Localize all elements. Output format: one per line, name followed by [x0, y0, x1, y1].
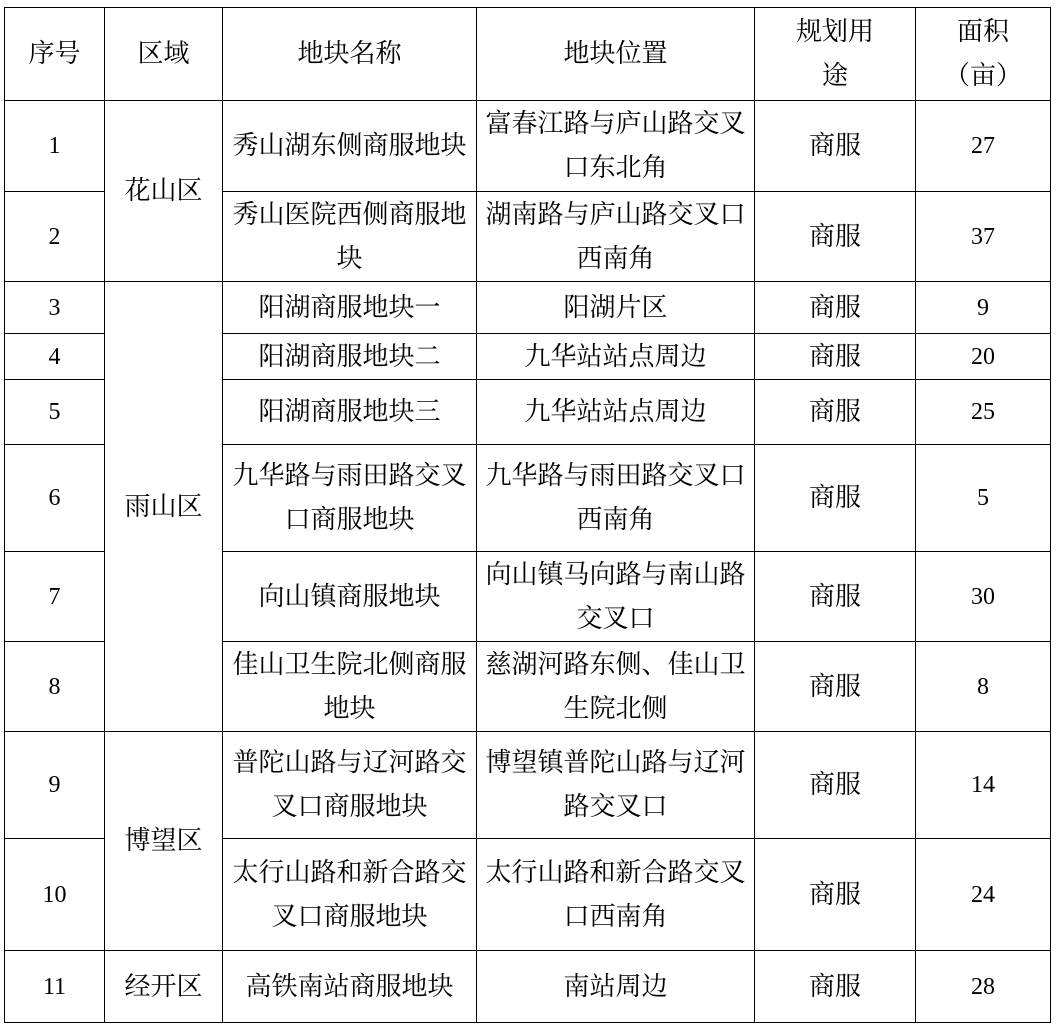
district-cell: 雨山区	[105, 282, 223, 732]
area-cell: 5	[916, 445, 1051, 552]
location-cell: 太行山路和新合路交叉口西南角	[477, 839, 755, 951]
usage-cell: 商服	[755, 445, 916, 552]
land-plot-table	[4, 7, 1051, 1023]
location-cell: 南站周边	[477, 951, 755, 1023]
usage-cell: 商服	[755, 282, 916, 334]
row-index: 8	[5, 642, 105, 732]
usage-cell: 商服	[755, 334, 916, 380]
header-usage: 规划用途	[755, 8, 916, 101]
location-cell: 慈湖河路东侧、佳山卫生院北侧	[477, 642, 755, 732]
header-area: 面积（亩）	[916, 8, 1051, 101]
header-row	[5, 8, 1051, 101]
row-index: 1	[5, 101, 105, 192]
area-cell: 25	[916, 380, 1051, 445]
area-cell: 8	[916, 642, 1051, 732]
location-cell: 九华站站点周边	[477, 380, 755, 445]
usage-cell: 商服	[755, 642, 916, 732]
location-cell: 湖南路与庐山路交叉口西南角	[477, 192, 755, 282]
area-cell: 28	[916, 951, 1051, 1023]
table-row	[5, 101, 1051, 192]
location-cell: 九华站站点周边	[477, 334, 755, 380]
row-index: 9	[5, 732, 105, 839]
table-row	[5, 732, 1051, 839]
plot-name-cell: 佳山卫生院北侧商服地块	[223, 642, 477, 732]
area-cell: 14	[916, 732, 1051, 839]
table-row	[5, 951, 1051, 1023]
row-index: 7	[5, 552, 105, 642]
area-cell: 9	[916, 282, 1051, 334]
plot-name-cell: 普陀山路与辽河路交叉口商服地块	[223, 732, 477, 839]
location-cell: 博望镇普陀山路与辽河路交叉口	[477, 732, 755, 839]
usage-cell: 商服	[755, 380, 916, 445]
row-index: 10	[5, 839, 105, 951]
usage-cell: 商服	[755, 732, 916, 839]
plot-name-cell: 高铁南站商服地块	[223, 951, 477, 1023]
table-row	[5, 282, 1051, 334]
plot-name-cell: 秀山医院西侧商服地块	[223, 192, 477, 282]
usage-cell: 商服	[755, 839, 916, 951]
usage-cell: 商服	[755, 951, 916, 1023]
header-location: 地块位置	[477, 8, 755, 101]
plot-name-cell: 阳湖商服地块一	[223, 282, 477, 334]
row-index: 11	[5, 951, 105, 1023]
location-cell: 阳湖片区	[477, 282, 755, 334]
district-cell: 经开区	[105, 951, 223, 1023]
area-cell: 20	[916, 334, 1051, 380]
plot-name-cell: 秀山湖东侧商服地块	[223, 101, 477, 192]
area-cell: 24	[916, 839, 1051, 951]
plot-name-cell: 太行山路和新合路交叉口商服地块	[223, 839, 477, 951]
header-index: 序号	[5, 8, 105, 101]
district-cell: 博望区	[105, 732, 223, 951]
row-index: 2	[5, 192, 105, 282]
plot-name-cell: 阳湖商服地块三	[223, 380, 477, 445]
usage-cell: 商服	[755, 552, 916, 642]
usage-cell: 商服	[755, 101, 916, 192]
area-cell: 37	[916, 192, 1051, 282]
row-index: 5	[5, 380, 105, 445]
plot-name-cell: 向山镇商服地块	[223, 552, 477, 642]
location-cell: 富春江路与庐山路交叉口东北角	[477, 101, 755, 192]
district-cell: 花山区	[105, 101, 223, 282]
area-cell: 30	[916, 552, 1051, 642]
usage-cell: 商服	[755, 192, 916, 282]
plot-name-cell: 阳湖商服地块二	[223, 334, 477, 380]
location-cell: 向山镇马向路与南山路交叉口	[477, 552, 755, 642]
row-index: 6	[5, 445, 105, 552]
row-index: 4	[5, 334, 105, 380]
location-cell: 九华路与雨田路交叉口西南角	[477, 445, 755, 552]
header-plot-name: 地块名称	[223, 8, 477, 101]
header-district: 区域	[105, 8, 223, 101]
area-cell: 27	[916, 101, 1051, 192]
row-index: 3	[5, 282, 105, 334]
plot-name-cell: 九华路与雨田路交叉口商服地块	[223, 445, 477, 552]
